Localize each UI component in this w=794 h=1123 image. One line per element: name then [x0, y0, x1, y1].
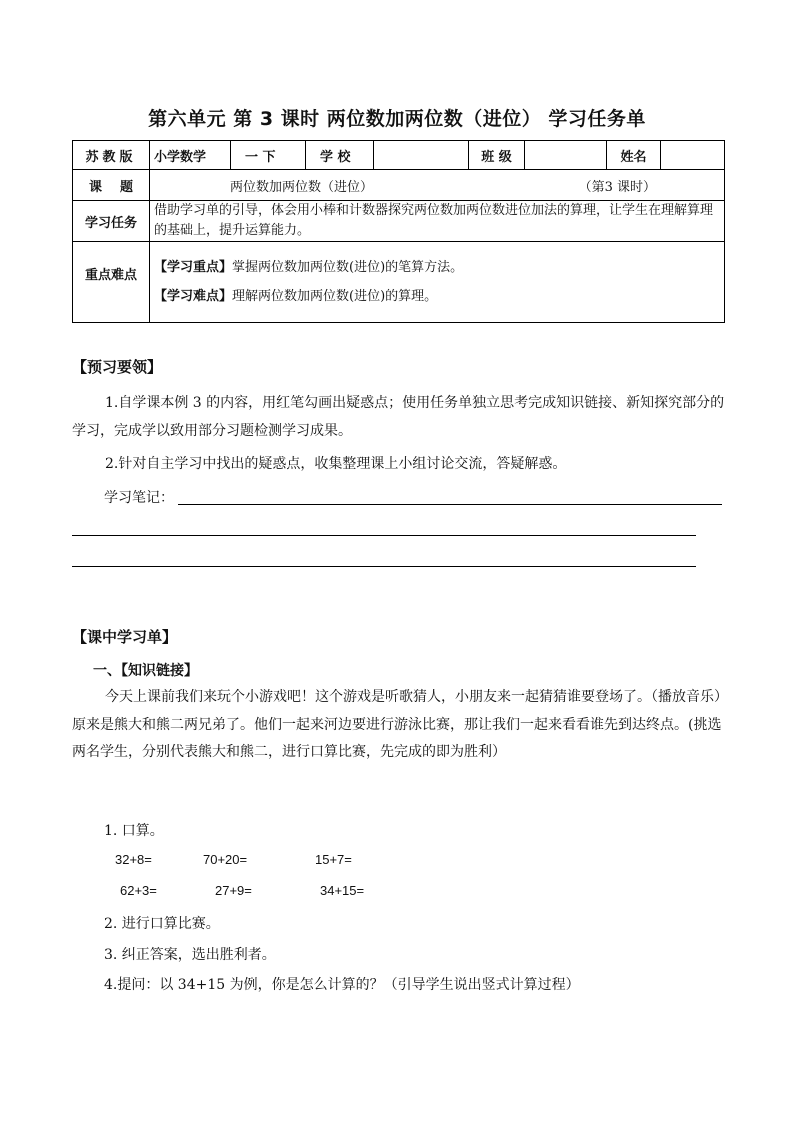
knowledge-link-heading: 一、【知识链接】 [93, 663, 198, 679]
school-label: 学 校 [306, 141, 374, 170]
key-point-tag: 【学习重点】 [154, 260, 233, 275]
calc-item: 34+15= [320, 883, 365, 898]
course-label: 课 题 [73, 170, 150, 201]
calc-item: 27+9= [215, 883, 252, 898]
notes-line-3[interactable] [72, 566, 696, 567]
page-title: 第六单元 第 3 课时 两位数加两位数（进位） 学习任务单 [148, 108, 646, 130]
focus-cell [150, 242, 725, 323]
preview-point-1: 1.自学课本例 3 的内容，用红笔勾画出疑惑点；使用任务单独立思考完成知识链接、新知探究部分的学习，完成学以致用部分习题检测学习成果。 [72, 395, 725, 439]
subject-cell: 小学数学 [150, 141, 231, 170]
calc-item: 62+3= [120, 883, 157, 898]
task-label: 学习任务 [73, 201, 150, 242]
key-point-line [154, 253, 720, 282]
grade-cell: 一 下 [231, 141, 306, 170]
course-period: （第3 课时） [578, 179, 656, 195]
step-4: 4.提问：以 34+15 为例，你是怎么计算的？（引导学生说出竖式计算过程） [104, 977, 580, 993]
notes-line-1[interactable] [178, 504, 722, 505]
focus-label: 重点难点 [73, 242, 150, 323]
school-field[interactable] [374, 141, 469, 170]
course-cell [150, 170, 725, 201]
info-table [72, 140, 725, 323]
intro-paragraph: 今天上课前我们来玩个小游戏吧！这个游戏是听歌猜人，小朋友来一起猜猜谁要登场了。（播放音乐）原来是熊大和熊二两兄弟了。他们一起来河边要进行游泳比赛，那让我们一起来看看谁先到达终点。(挑选两名学生，分别代表熊大和熊二，进行口算比赛，先完成的即为胜利） [72, 689, 722, 760]
difficulty-text: 理解两位数加两位数(进位)的算理。 [232, 289, 438, 304]
notes-line-2[interactable] [72, 535, 696, 536]
task-text: 借助学习单的引导，体会用小棒和计数器探究两位数加两位数进位加法的算理，让学生在理解算理的基础上，提升运算能力。 [150, 201, 725, 242]
preview-point-2: 2.针对自主学习中找出的疑惑点，收集整理课上小组讨论交流，答疑解惑。 [105, 456, 567, 472]
difficulty-tag: 【学习难点】 [154, 289, 233, 304]
preview-heading: 【预习要领】 [72, 358, 163, 376]
name-label: 姓名 [607, 141, 661, 170]
in-class-heading: 【课中学习单】 [72, 628, 178, 646]
step-1: 1. 口算。 [104, 823, 164, 839]
step-3: 3. 纠正答案，选出胜利者。 [104, 947, 276, 963]
course-title: 两位数加两位数（进位） [230, 179, 374, 195]
publisher-cell: 苏教版 [73, 141, 150, 170]
difficulty-line [154, 282, 720, 311]
name-field[interactable] [661, 141, 725, 170]
key-point-text: 掌握两位数加两位数(进位)的笔算方法。 [232, 260, 464, 275]
calc-item: 32+8= [115, 852, 152, 867]
calc-item: 15+7= [315, 852, 352, 867]
calc-item: 70+20= [203, 852, 248, 867]
step-2: 2. 进行口算比赛。 [104, 916, 220, 932]
class-field[interactable] [525, 141, 607, 170]
notes-label: 学习笔记： [104, 490, 174, 506]
class-label: 班 级 [469, 141, 525, 170]
